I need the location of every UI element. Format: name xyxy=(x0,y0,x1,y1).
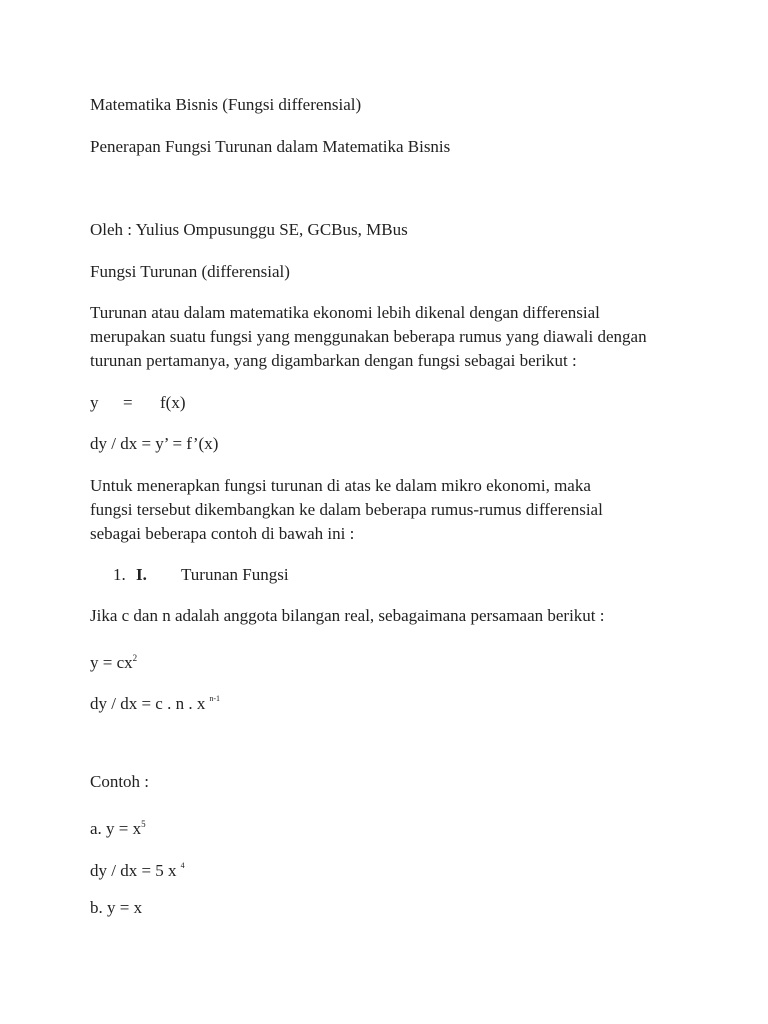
rule-equation-exponent: 2 xyxy=(132,653,138,663)
example-a-derivative-exponent: 4 xyxy=(180,861,185,870)
rule-equation xyxy=(90,648,137,673)
list-number: 1. xyxy=(113,565,126,584)
example-a-exponent: 5 xyxy=(141,819,146,829)
rule-derivative-exponent: n-1 xyxy=(209,694,221,703)
intro-line-3: turunan pertamanya, yang digambarkan dengan fungsi sebagai berikut : xyxy=(90,351,577,370)
example-a-derivative xyxy=(90,856,185,881)
equation-derivative: dy / dx = y’ = f’(x) xyxy=(90,434,219,453)
apply-line-1: Untuk menerapkan fungsi turunan di atas ke dalam mikro ekonomi, maka xyxy=(90,476,591,495)
equation-operator: = xyxy=(123,393,133,412)
rule-equation-base: y = cx xyxy=(90,653,133,672)
equation-y-fx xyxy=(90,393,185,413)
example-b: b. y = x xyxy=(90,898,143,917)
list-label: Turunan Fungsi xyxy=(181,565,289,584)
section-heading: Fungsi Turunan (differensial) xyxy=(90,262,290,281)
equation-lhs: y xyxy=(90,393,99,412)
rule-derivative xyxy=(90,689,220,714)
equation-rhs: f(x) xyxy=(160,393,186,412)
apply-paragraph xyxy=(90,474,670,546)
example-heading: Contoh : xyxy=(90,772,150,791)
document-subtitle: Penerapan Fungsi Turunan dalam Matematika Bisnis xyxy=(90,137,451,156)
intro-line-2: merupakan suatu fungsi yang menggunakan beberapa rumus yang diawali dengan xyxy=(90,327,647,346)
example-a xyxy=(90,814,146,839)
apply-line-2: fungsi tersebut dikembangkan ke dalam beberapa rumus-rumus differensial xyxy=(90,500,603,519)
author-line: Oleh : Yulius Ompusunggu SE, GCBus, MBus xyxy=(90,220,408,239)
document-title: Matematika Bisnis (Fungsi differensial) xyxy=(90,95,362,114)
example-a-derivative-base: dy / dx = 5 x xyxy=(90,861,177,880)
list-item-turunan-fungsi xyxy=(113,565,289,585)
example-a-base: a. y = x xyxy=(90,819,142,838)
intro-paragraph xyxy=(90,301,670,373)
intro-line-1: Turunan atau dalam matematika ekonomi lebih dikenal dengan differensial xyxy=(90,303,600,322)
rule-derivative-base: dy / dx = c . n . x xyxy=(90,694,206,713)
list-roman-numeral: I. xyxy=(136,565,147,584)
apply-line-3: sebagai beberapa contoh di bawah ini : xyxy=(90,524,355,543)
rule-intro: Jika c dan n adalah anggota bilangan real, sebagaimana persamaan berikut : xyxy=(90,606,605,625)
